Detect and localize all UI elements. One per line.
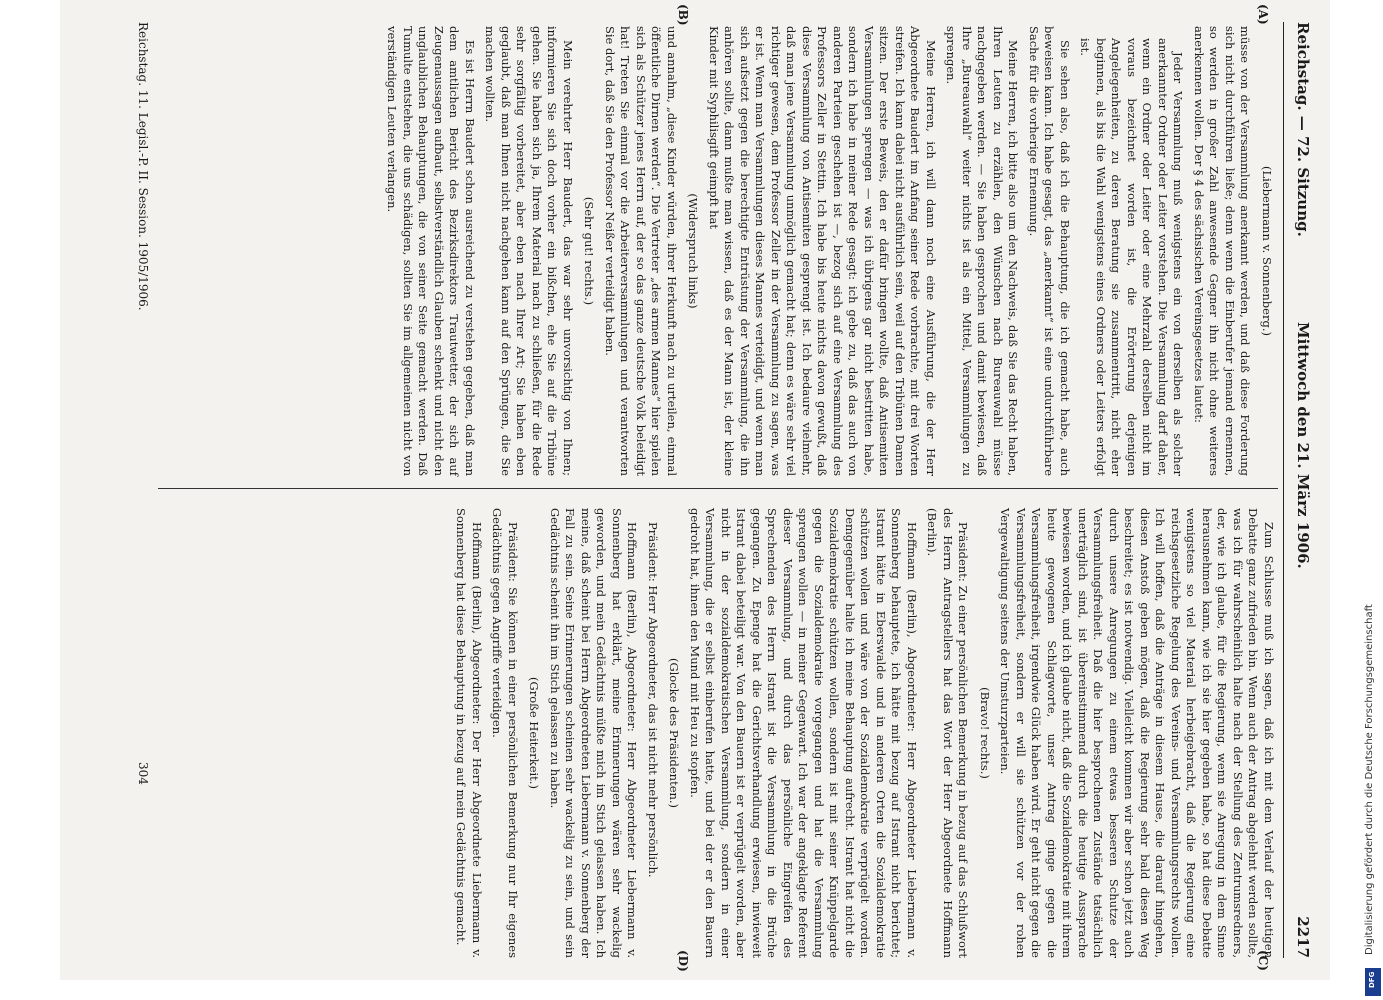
interjection: (Bravo! rechts.) (978, 687, 992, 779)
rotated-page (60, 0, 1330, 980)
running-header (1283, 22, 1316, 958)
interjection: (Große Heiterkeit.) (527, 677, 542, 789)
footer-left: Reichstag. 11. Legisl.-P. II. Session. 1905/1906. (136, 22, 150, 311)
interjection: (Glocke des Präsidenten.) (667, 657, 682, 809)
left-column (379, 26, 1276, 476)
speaker-paragraph: Hoffmann (Berlin), Abgeordneter: Der Herr Abgeordnete Liebermann v. Sonnenberg hat diese Behauptung in bezug auf mein Gedächtnis gemacht. (454, 508, 484, 958)
paragraph: Mein verehrter Herr Baudert, das war sehr unvorsichtig von Ihnen; informieren Sie sich doch vorher ein bißchen, ehe Sie auf die Tribüne gehen. Sie haben sich ja, Ihrem Material nach zu schließen, für die Rede sehr sorgfältig vorbereitet, aber eben nach Ihrer Art; Sie haben eben geglaubt, daß man Ihnen nicht nachgehen kann auf den Sprüngen, die Sie machen wollten. (483, 26, 575, 476)
interjection: (Widerspruch links) (686, 193, 701, 309)
speaker-paragraph: Präsident: Sie können in einer persönlichen Bemerkung nur Ihr eigenes Gedächtnis gegen Angriffe verteidigen. (490, 508, 520, 958)
margin-mark-c: (C) (1256, 950, 1270, 971)
footer-right: 304 (136, 762, 150, 785)
speaker-paragraph: Präsident: Zu einer persönlichen Bemerkung in bezug auf das Schlußwort des Herrn Antragstellers hat das Wort der Herr Abgeordnete Hoffmann (Berlin). (925, 508, 971, 958)
quoted-law: Jeder Versammlung muß wenigstens ein von derselben als solcher anerkannter Ordner oder Leiter vorstehen. Die Versammlung darf daher, wenn ein Ordner oder Leiter oder eine Mehrzahl derselben nicht im voraus bezeichnet worden ist, die Erörterung derjenigen Angelegenheiten, zu deren Beratung sie zusammentritt, nicht eher beginnen, als bis die Wahl wenigstens eines Ordners oder Leiters erfolgt ist. (1078, 38, 1186, 476)
page-number: 2217 (1294, 916, 1312, 958)
speaker-continuation: (Liebermann v. Sonnenberg.) (1260, 166, 1274, 336)
paragraph: müsse von der Versammlung anerkannt werden, und daß diese Forderung sich nicht durchführen ließe; denn wenn die Einberufer jemand ernennen, so werden in großer Zahl anwesende Gegner ihn nicht ohne weiteres anerkennen wollen. Der § 4 des sächsischen Vereinsgesetzes lautet: (1192, 26, 1253, 476)
margin-mark-d: (D) (676, 950, 690, 972)
paragraph: Zum Schlusse muß ich sagen, daß ich mit dem Verlauf der heutigen Debatte ganz zufrieden bin. Wenn auch der Antrag abgelehnt werden sollte, was ich für wahrscheinlich halte nach der Stellung des Zentrumsredners, der, wie ich glaube, für die Regierung, wenn sie Anregung in dem Sinne herausnehmen kann, wie ich sie hier gegeben habe, so hat diese Debatte wenigstens so viel Material herbeigebracht, daß die Regierung eine reichsgesetzliche Regelung des Vereins- und Versammlungsrechts wollen. Ich will hoffen, daß die Anträge in diesem Hause, die darauf hingehen, diesen Anstoß geben mögen, daß die Regierung sehr bald diesen Weg beschreitet; es ist notwendig. Vielleicht kommen wir aber schon jetzt auch durch unsere Anregungen zu einem etwas besseren Schutze der Versammlungsfreiheit. Daß die hier besprochenen Zustände tatsächlich unerträglich sind, ist übereinstimmend durch die heutige Aussprache bewiesen worden, und ich glaube nicht, daß die Sozialdemokratie mit ihrem heute gewogenen Schlagworte, unser Antrag ginge gegen die Versammlungsfreiheit, irgendwie Glück haben wird. Er geht nicht gegen die Versammlungsfreiheit, sondern er will sie schützen vor der rohen Vergewaltigung seitens der Umsturzparteien. (998, 508, 1276, 958)
header-left: Reichstag. — 72. Sitzung. (1294, 22, 1312, 237)
paragraph: Meine Herren, ich will dann noch eine Ausführung, die der Herr Abgeordnete Baudert im Anfang seiner Rede vorbrachte, mit drei Worten streifen. Ich kann dabei nicht ausführlich sein, weil auf den Tribünen Damen sitzen. Der erste Beweis, den er dafür bringen wollte, daß Antisemiten Versammlungen sprengen — was ich übrigens gar nicht bestritten habe, sondern ich habe in meiner Rede gesagt: ich gebe zu, daß das auch von anderen Parteien geschehen ist —, bezog sich auf eine Versammlung des Professors Zeller in Stettin. Ich habe bis heute nichts davon gewußt, daß diese Versammlung von Antisemiten gesprengt ist. Ich bedaure vielmehr, daß man jene Versammlung unmöglich gemacht hat; denn es wäre sehr viel richtiger gewesen, dem Professor Zeller in der Versammlung zu sagen, was er ist. Wenn man Versammlungen dieses Mannes verteidigt, und wenn man sich aufsetzt gegen die berechtigte Entrüstung der Versammlung, die ihn anhören sollte, dann mußte man wissen, daß es der Mann ist, der kleine Kinder mit Syphilisgift geimpft hat (707, 26, 938, 476)
speaker-paragraph: Hoffmann (Berlin), Abgeordneter: Herr Abgeordneter Liebermann v. Sonnenberg behauptete, ich hätte mit bezug auf Istrant nicht berichtet; Istrant hätte in Eberswalde und in anderen Orten die Sozialdemokratie schützen wollen und wäre von der Sozialdemokratie verprügelt worden. Demgegenüber halte ich meine Behauptung aufrecht. Istrant hat nicht die Sozialdemokratie schützen wollen, sondern ist mit seiner Knüppelgarde gegen die Sozialdemokratie vorgegangen und hat die Versammlung sprengen wollen — in meiner Gegenwart. Ich war der angeklagte Referent dieser Versammlung, und durch das persönliche Eingreifen des Sprechenden des Herrn Istrant ist die Versammlung in die Brüche gegangen. Zu Epenge hat die Gerichtsverhandlung erwiesen, inwieweit Istrant dabei beteiligt war. Von den Bauern ist er verprügelt worden, aber nicht in der sozialdemokratischen Versammlung, sondern in einer Versammlung, die er selbst einberufen hatte, und bei der er den Bauern gedroht hat, ihnen den Mund mit Heu zu stopfen. (688, 508, 919, 958)
credit-text: Digitalisierung gefördert durch die Deutsche Forschungsgemeinschaft (1364, 604, 1375, 955)
header-date: Mittwoch den 21. März 1906. (1294, 322, 1312, 569)
paragraph: und annahm, „diese Kinder würden, ihrer Herkunft nach zu urteilen, einmal öffentliche Dirnen werden“. Die Vertreter „des armen Mannes“ hier spielen sich als Schützer jenes Herrn auf, der so das ganze deutsche Volk beleidigt hat! Treten Sie einmal vor die Arbeiterversammlungen und verantworten Sie dort, daß Sie den Professor Neißer verteidigt haben. (603, 26, 679, 476)
paragraph: Meine Herren, ich bitte also um den Nachweis, daß Sie das Recht haben, Ihren Leuten zu erzählen, den Wünschen nach Bureauwahl müsse nachgegeben werden. — Sie haben gesprochen und damit bewiesen, daß Ihre „Bureauwahl“ weiter nichts ist als ein Mittel, Versammlungen zu sprengen. (944, 26, 1021, 476)
digitization-credit (1358, 0, 1383, 1000)
right-column (448, 508, 1276, 958)
dfg-logo (1365, 968, 1381, 996)
interjection: (Sehr gut! rechts.) (582, 196, 597, 306)
paragraph: Sie sehen also, daß ich die Behauptung, die ich gemacht habe, auch beweisen kann. Ich habe gesagt, das „anerkannt“ ist eine undurchführbare Sache für die vorherige Ernennung. (1027, 26, 1072, 476)
speaker-paragraph: Präsident: Herr Abgeordneter, das ist nicht mehr persönlich. (646, 522, 660, 878)
page-footer (128, 22, 150, 958)
speaker-paragraph: Hoffmann (Berlin), Abgeordneter: Herr Abgeordneter Liebermann v. Sonnenberg hat erklärt, meine Erinnerungen wären sehr wackelig geworden, und mein Gedächtnis müßte mich im Stich gelassen haben. Ich meine, daß scheint bei Herrn Abgeordneten Liebermann v. Sonnenberg der Fall zu sein. Seine Erinnerungen scheinen sehr wackelig zu sein, und sein Gedächtnis scheint ihn im Stich gelassen zu haben. (548, 508, 640, 958)
column-divider (158, 488, 1278, 489)
margin-mark-a: (A) (1256, 4, 1270, 25)
dfg-logo-label: DFG (1368, 971, 1376, 988)
margin-mark-b: (B) (676, 4, 690, 26)
paragraph: Es ist Herrn Baudert schon ausreichend zu verstehen gegeben, daß man dem amtlichen Bericht des Bezirksdirektors Trautwetter, der sich auf Zeugenaussagen aufbaut, selbstverständlich Glauben schenkt und nicht den unglaublichen Behauptungen, die von seiner Seite gemacht werden. Daß Tumulte entstehen, die uns schädigen, sollten Sie im allgemeinen nicht von verständigen Leuten verlangen. (385, 26, 477, 476)
